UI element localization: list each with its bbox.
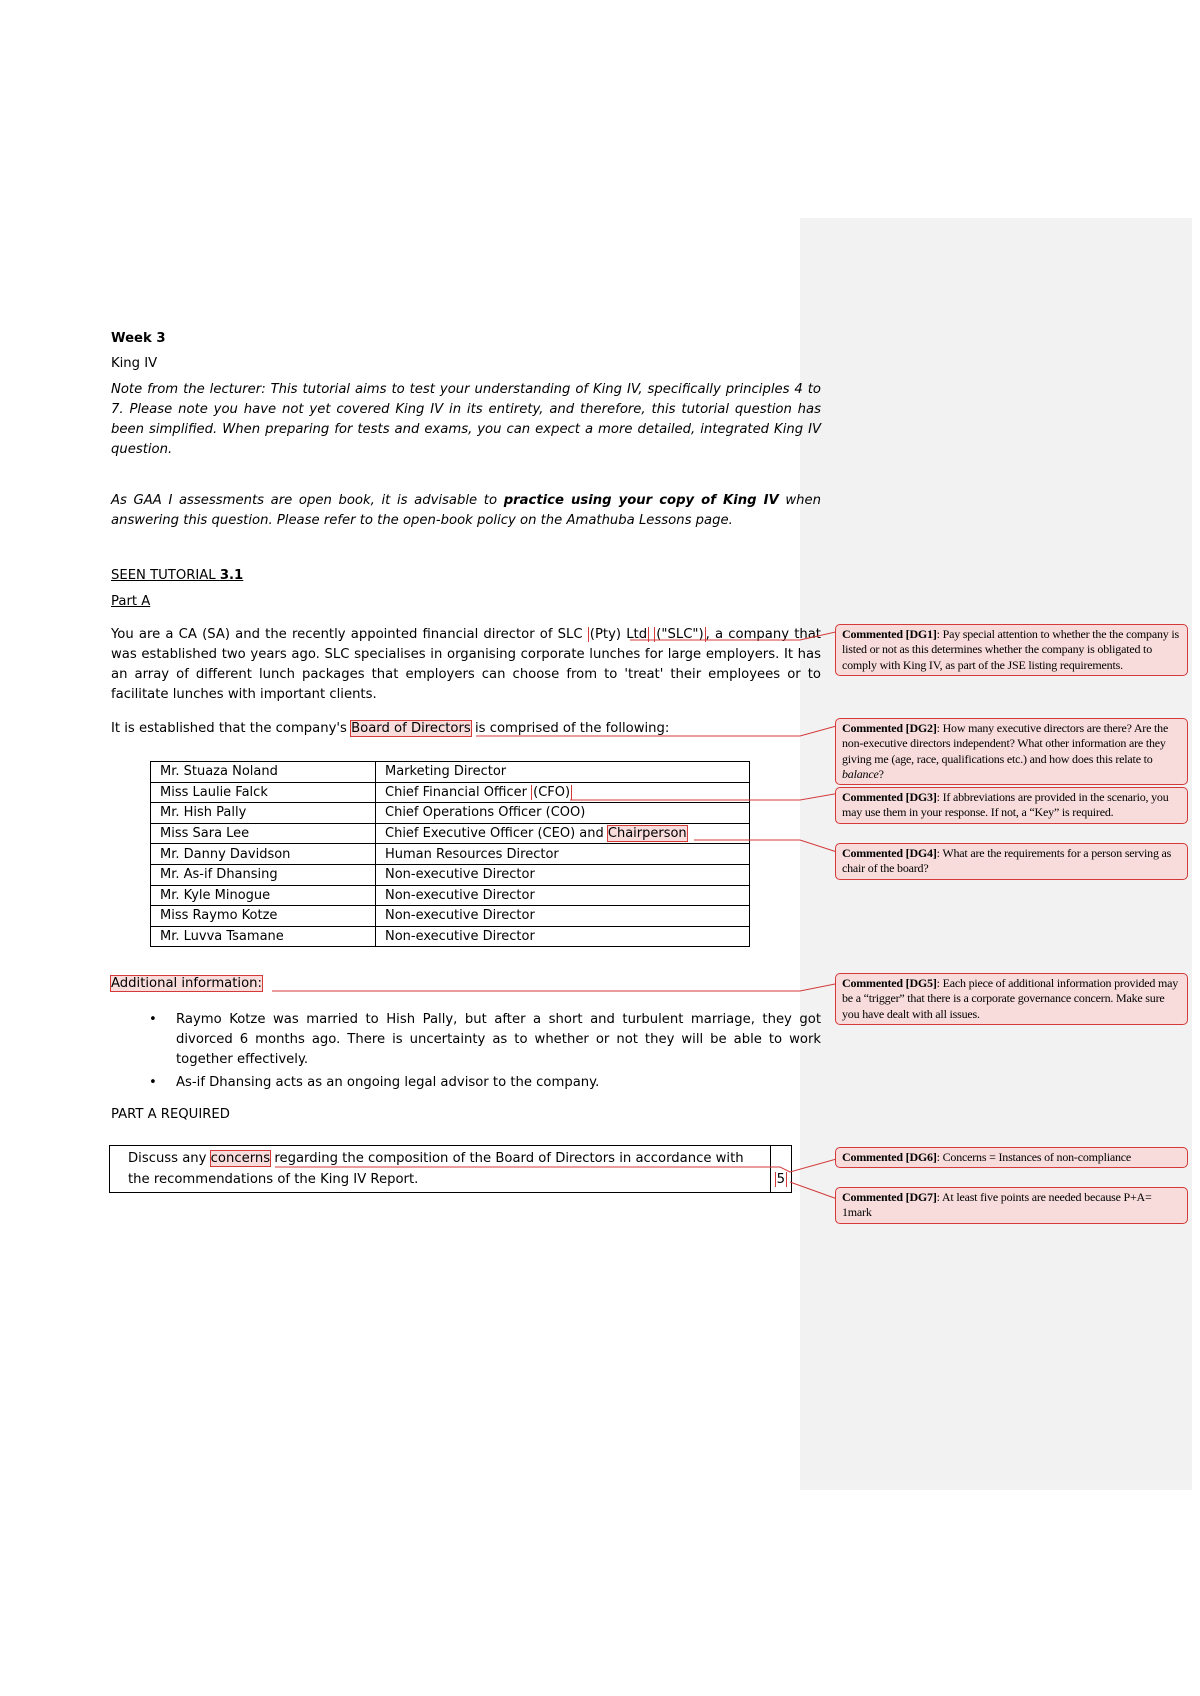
- comment-anchor-pty-ltd[interactable]: (Pty) Ltd: [589, 627, 648, 642]
- topic-label: King IV: [111, 356, 158, 371]
- comment-dg6[interactable]: [835, 1147, 1188, 1168]
- required-heading: PART A REQUIRED: [111, 1107, 230, 1122]
- comment-anchor-cfo[interactable]: (CFO): [533, 784, 571, 800]
- connector-dg2: [476, 725, 840, 736]
- board-intro-text: It is established that the company's: [111, 721, 352, 736]
- scenario-text-rest: , a company that was established two years ago. SLC specialises in organising corporate lunches for large employers. It has an array of different lunch packages that employers can choose from to 'treat' their employees or to facilitate lunches with important clients.: [111, 627, 821, 702]
- comment-label: Commented [DG3]: [842, 790, 937, 804]
- comment-dg3[interactable]: [835, 787, 1188, 824]
- comment-text-end: ?: [878, 766, 884, 781]
- connector-dg6: [275, 1158, 840, 1172]
- director-role: Human Resources Director: [376, 844, 750, 865]
- comment-dg5[interactable]: [835, 973, 1188, 1025]
- director-role: Non-executive Director: [376, 864, 750, 885]
- comment-text: : At least five points are needed because P+A= 1mark: [842, 1190, 1152, 1220]
- director-name: Mr. Danny Davidson: [151, 844, 376, 865]
- list-item: • Raymo Kotze was married to Hish Pally, but after a short and turbulent marriage, they got divorced 6 months ago. There is uncertainty as to whether or not they will be able to work together effectively.: [111, 1010, 821, 1070]
- director-role: Non-executive Director: [376, 906, 750, 927]
- director-name: Mr. Kyle Minogue: [151, 885, 376, 906]
- connector-dg5: [272, 983, 840, 991]
- director-role: Chief Operations Officer (COO): [376, 803, 750, 824]
- open-book-emphasis: practice using your copy of King IV: [503, 493, 779, 508]
- comment-text: : Concerns = Instances of non-compliance: [936, 1150, 1132, 1164]
- comment-anchor-additional-information[interactable]: Additional information:: [111, 976, 262, 991]
- required-text-rest: regarding the composition of the Board of Directors in accordance with the recommendations of the King IV Report.: [128, 1151, 744, 1187]
- comment-label: Commented [DG6]: [842, 1150, 937, 1164]
- comment-anchor-board-of-directors[interactable]: Board of Directors: [351, 721, 471, 736]
- director-name: Miss Laulie Falck: [151, 782, 376, 803]
- director-name: Mr. Hish Pally: [151, 803, 376, 824]
- comment-text: : What are the requirements for a person serving as chair of the board?: [842, 846, 1172, 876]
- connector-dg3: [570, 793, 840, 800]
- marks-value[interactable]: 5: [776, 1172, 785, 1187]
- comment-label: Commented [DG7]: [842, 1190, 937, 1204]
- open-book-text-2: when answering this question. Please refer to the open-book policy on the Amathuba Lessons page.: [111, 493, 821, 528]
- lecturer-note: Note from the lecturer: This tutorial aims to test your understanding of King IV, specifically principles 4 to 7. Please note you have not yet covered King IV in its entirety, and therefore, this tutorial question has been simplified. When preparing for tests and exams, you can expect a more detailed, integrated King IV question.: [111, 382, 821, 457]
- director-name: Miss Sara Lee: [151, 823, 376, 844]
- connector-dg1: [630, 631, 840, 640]
- comment-label: Commented [DG5]: [842, 976, 937, 990]
- comment-dg2[interactable]: [835, 718, 1188, 785]
- open-book-text-1: As GAA I assessments are open book, it is advisable to: [111, 493, 504, 508]
- director-name: Mr. Stuaza Noland: [151, 762, 376, 783]
- comment-label: Commented [DG4]: [842, 846, 937, 860]
- connector-dg7: [790, 1182, 840, 1200]
- comment-dg4[interactable]: [835, 843, 1188, 880]
- comment-dg7[interactable]: [835, 1187, 1188, 1224]
- comment-text: : How many executive directors are there? Are the non-executive directors independent? What other information are they giving me (age, race, qualifications etc.) and how does this relate to: [842, 721, 1169, 766]
- director-role-text: Chief Executive Officer (CEO) and: [385, 826, 608, 842]
- director-name: Mr. As-if Dhansing: [151, 864, 376, 885]
- list-item: • As-if Dhansing acts as an ongoing legal advisor to the company.: [111, 1073, 821, 1093]
- comment-label: Commented [DG1]: [842, 627, 937, 641]
- tutorial-heading-prefix: SEEN TUTORIAL: [111, 568, 220, 583]
- comment-anchor-slc[interactable]: ("SLC"): [656, 627, 704, 642]
- comment-text: : If abbreviations are provided in the scenario, you may use them in your response. If not, a “Key” is required.: [842, 790, 1169, 820]
- part-heading: Part A: [111, 594, 151, 609]
- required-text: Discuss any: [128, 1151, 211, 1166]
- tutorial-number: 3.1: [219, 568, 244, 583]
- week-label: Week 3: [111, 331, 166, 346]
- comment-label: Commented [DG2]: [842, 721, 937, 735]
- director-role: Marketing Director: [376, 762, 750, 783]
- comment-anchor-chairperson[interactable]: Chairperson: [607, 826, 687, 842]
- director-role: Non-executive Director: [376, 885, 750, 906]
- comment-dg1[interactable]: [835, 624, 1188, 676]
- director-role: Non-executive Director: [376, 926, 750, 947]
- connector-dg4: [694, 840, 840, 853]
- director-name: Miss Raymo Kotze: [151, 906, 376, 927]
- director-role-text: Chief Financial Officer: [385, 784, 532, 800]
- comment-emphasis: balance: [842, 766, 879, 781]
- director-name: Mr. Luvva Tsamane: [151, 926, 376, 947]
- scenario-text: You are a CA (SA) and the recently appointed financial director of SLC: [111, 627, 588, 642]
- comment-text: : Pay special attention to whether the the company is listed or not as this determines whether the company is obligated to comply with King IV, as part of the JSE listing requirements.: [842, 627, 1179, 672]
- comment-anchor-concerns[interactable]: concerns: [210, 1151, 271, 1166]
- comment-text: : Each piece of additional information provided may be a “trigger” that there is a corporate governance concern. Make sure you have dealt with all issues.: [842, 976, 1179, 1021]
- board-intro-rest: is comprised of the following:: [470, 721, 670, 736]
